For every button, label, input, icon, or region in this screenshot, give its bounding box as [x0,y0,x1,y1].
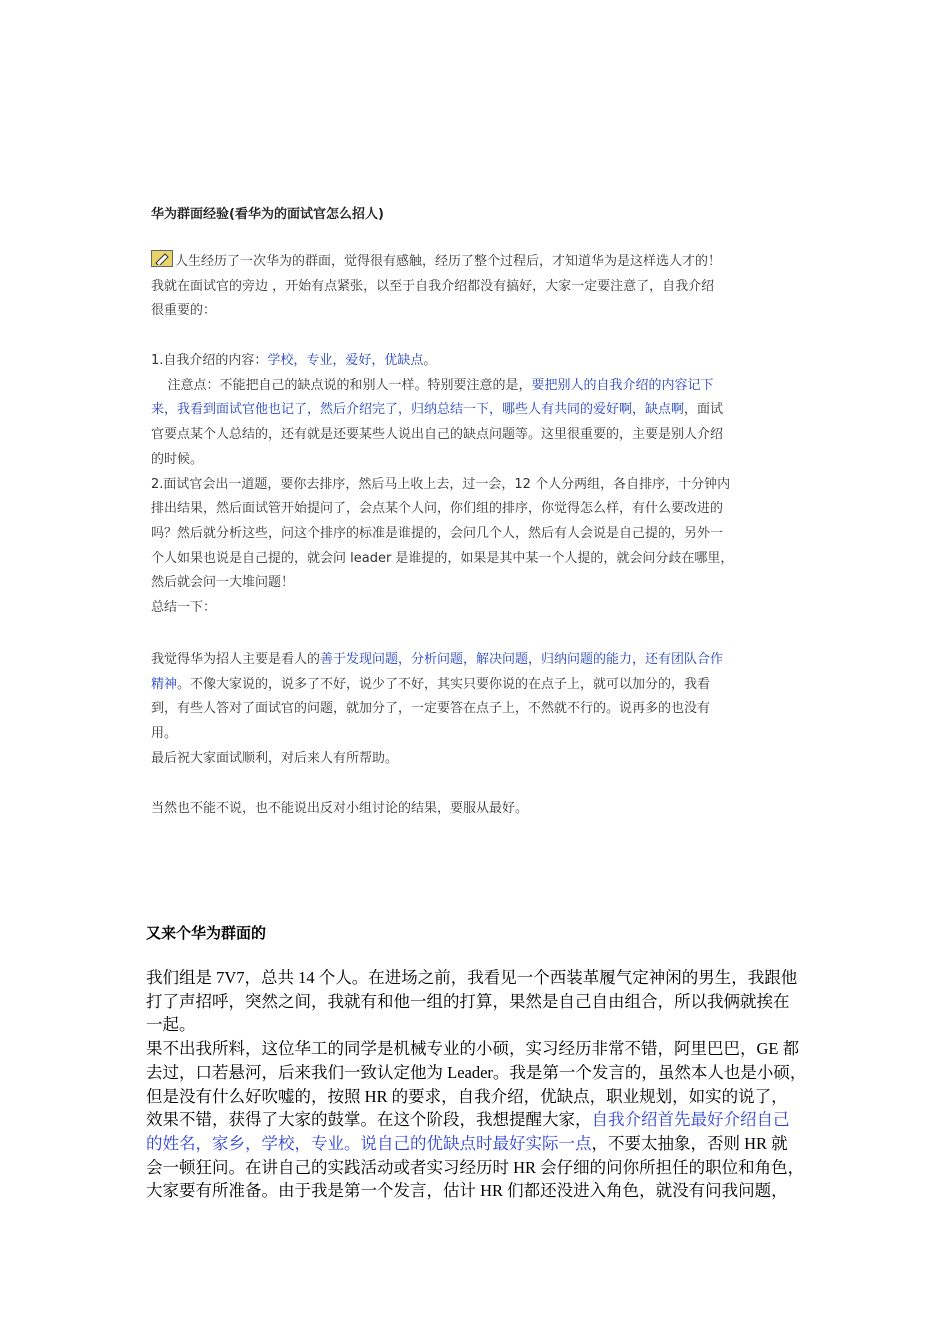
a2-line-2: 打了声招呼，突然之间，我就有和他一组的打算，果然是自己自由组合，所以我俩就挨在 [146,991,790,1011]
article2-title: 又来个华为群面的 [146,924,267,942]
a2-line-1: 我们组是 7V7，总共 14 个人。在进场之前，我看见一个西装革履气定神闲的男生，我跟他 [146,968,798,987]
a2-line-5: 去过，口若悬河，后来我们一致认定他为 Leader。我是第一个发言的，虽然本人也是小硕， [146,1062,807,1082]
point-1 [151,349,791,621]
note-line-4: 的时候。 [151,451,204,467]
point-2-line-2: 排出结果，然后面试管开始提问了，会点某个人问，你们组的排序，你觉得怎么样，有什么要改进的 [151,501,724,517]
note-line-3: 官要点某个人总结的，还有就是还要某些人说出自己的缺点问题等。这里很重要的，主要是别人介绍 [151,427,724,443]
summary-line-1: 我觉得华为招人主要是看人的善于发现问题，分析问题，解决问题，归纳问题的能力，还有团队合作 [151,652,724,667]
summary-line-4: 用。 [151,726,178,742]
point-2-line-5: 然后就会问一大堆问题！ [151,575,295,591]
a2-line-10: 大家要有所准备。由于我是第一个发言，估计 HR 们都还没进入角色，就没有问我问题， [146,1181,788,1201]
final-line: 当然也不能不说，也不能说出反对小组讨论的结果，要服从最好。 [151,801,529,816]
summary-paragraph [151,648,791,772]
article1-title: 华为群面经验(看华为的面试官怎么招人) [151,207,384,222]
a2-line-3: 一起。 [146,1015,196,1035]
point-2-line-3: 吗？然后就分析这些，问这个排序的标准是谁提的，会问几个人，然后有人会说是自己提的，另外一 [151,525,724,541]
a2-line-7: 效果不错，获得了大家的鼓掌。在这个阶段，我想提醒大家，自我介绍首先最好介绍自己 [146,1110,790,1130]
note-line-2: 来，我看到面试官他也记了，然后介绍完了，归纳总结一下，哪些人有共同的爱好啊，缺点啊，面试 [151,402,724,418]
intro-line-2: 我就在面试官的旁边 ，开始有点紧张，以至于自我介绍都没有搞好，大家一定要注意了，自我介绍 [151,278,715,294]
wish-line: 最后祝大家面试顺利，对后来人有所帮助。 [151,750,399,766]
note-line-1: 注意点：不能把自己的缺点说的和别人一样。特别要注意的是，要把别人的自我介绍的内容记下 [151,377,714,393]
point-2-line-1: 2.面试官会出一道题，要你去排序，然后马上收上去，过一会，12 个人分两组，各自排序，十分钟内 [151,476,731,492]
intro-line-1: 人生经历了一次华为的群面，觉得很有感触，经历了整个过程后，才知道华为是这样选人才的！ [151,250,791,275]
a2-line-4: 果不出我所料，这位华工的同学是机械专业的小硕，实习经历非常不错，阿里巴巴，GE 都 [146,1039,800,1059]
article2-body [146,966,816,1203]
intro-paragraph [151,250,791,324]
summary-label: 总结一下： [151,600,217,616]
pencil-note-icon [151,250,173,267]
point-2-line-4: 个人如果也说是自己提的，就会问 leader 是谁提的，如果是其中某一个人提的，就会问分歧在哪里， [151,550,734,566]
point-1-line: 1.自我介绍的内容：学校，专业，爱好，优缺点。 [151,353,437,368]
a2-line-8: 的姓名，家乡，学校，专业。说自己的优缺点时最好实际一点，不要太抽象，否则 HR 就 [146,1133,788,1153]
intro-line-3: 很重要的： [151,303,217,319]
summary-line-2: 精神。不像大家说的，说多了不好，说少了不好，其实只要你说的在点子上，就可以加分的，我看 [151,676,711,692]
a2-line-6: 但是没有什么好吹嘘的，按照 HR 的要求，自我介绍，优缺点，职业规划，如实的说了， [146,1086,788,1106]
a2-line-9: 会一顿狂问。在讲自己的实践活动或者实习经历时 HR 会仔细的问你所担任的职位和角色， [146,1157,805,1177]
summary-line-3: 到，有些人答对了面试官的问题，就加分了，一定要答在点子上，不然就不行的。说再多的也没有 [151,701,711,717]
